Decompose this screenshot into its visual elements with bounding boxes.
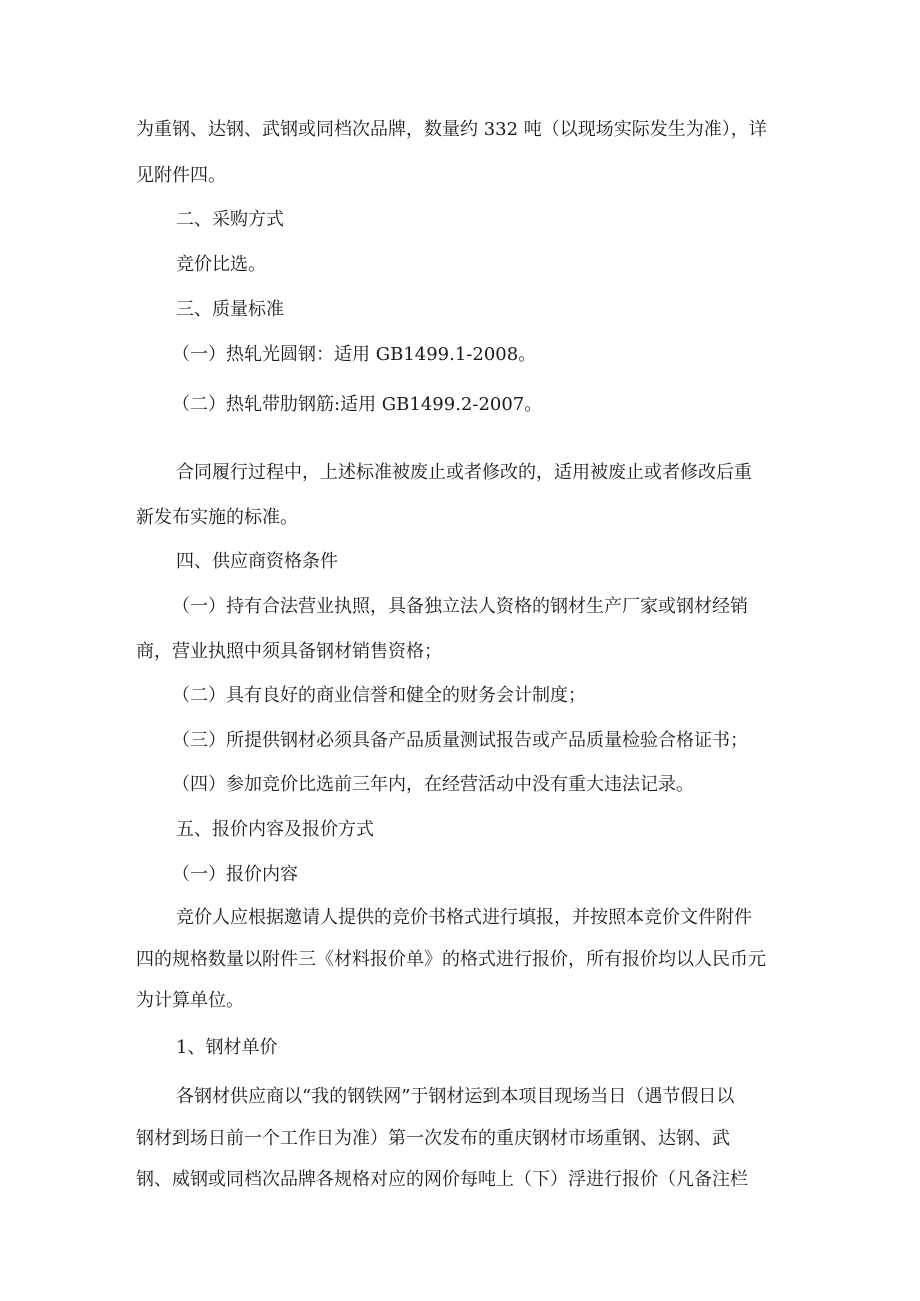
list-item: （一）持有合法营业执照，具备独立法人资格的钢材生产厂家或钢材经销 [172,596,748,617]
list-item: （二）热轧带肋钢筋:适用 GB1499.2-2007。 [172,394,543,415]
paragraph-line: 四的规格数量以附件三《材料报价单》的格式进行报价，所有报价均以人民币元 [136,949,766,970]
list-item: （二）具有良好的商业信誉和健全的财务会计制度； [172,685,586,706]
paragraph-line: 新发布实施的标准。 [136,507,298,528]
paragraph-line: 为计算单位。 [136,990,244,1011]
paragraph-line: 见附件四。 [136,165,226,186]
paragraph-line: 为重钢、达钢、武钢或同档次品牌，数量约 332 吨（以现场实际发生为准），详 [136,119,767,140]
paragraph-line: 竞价比选。 [176,254,266,275]
paragraph-line: 钢材到场日前一个工作日为准）第一次发布的重庆钢材市场重钢、达钢、武 [136,1128,730,1149]
list-item: （三）所提供钢材必须具备产品质量测试报告或产品质量检验合格证书； [172,730,748,751]
paragraph-line: 商，营业执照中须具备钢材销售资格； [136,641,442,662]
section-heading: 二、采购方式 [176,209,284,230]
paragraph-line: 合同履行过程中，上述标准被废止或者修改的，适用被废止或者修改后重 [176,462,752,483]
sub-heading: （一）报价内容 [172,864,298,885]
section-heading: 四、供应商资格条件 [176,551,338,572]
sub-heading: 1、钢材单价 [176,1037,278,1058]
paragraph-line: 各钢材供应商以“我的钢铁网”于钢材运到本项目现场当日（遇节假日以 [176,1086,735,1107]
list-item: （四）参加竞价比选前三年内，在经营活动中没有重大违法记录。 [172,774,694,795]
list-item: （一）热轧光圆钢：适用 GB1499.1-2008。 [172,344,537,365]
section-heading: 五、报价内容及报价方式 [176,819,374,840]
section-heading: 三、质量标准 [176,299,284,320]
paragraph-line: 竞价人应根据邀请人提供的竞价书格式进行填报，并按照本竞价文件附件 [176,907,752,928]
paragraph-line: 钢、威钢或同档次品牌各规格对应的网价每吨上（下）浮进行报价（凡备注栏 [136,1169,748,1190]
